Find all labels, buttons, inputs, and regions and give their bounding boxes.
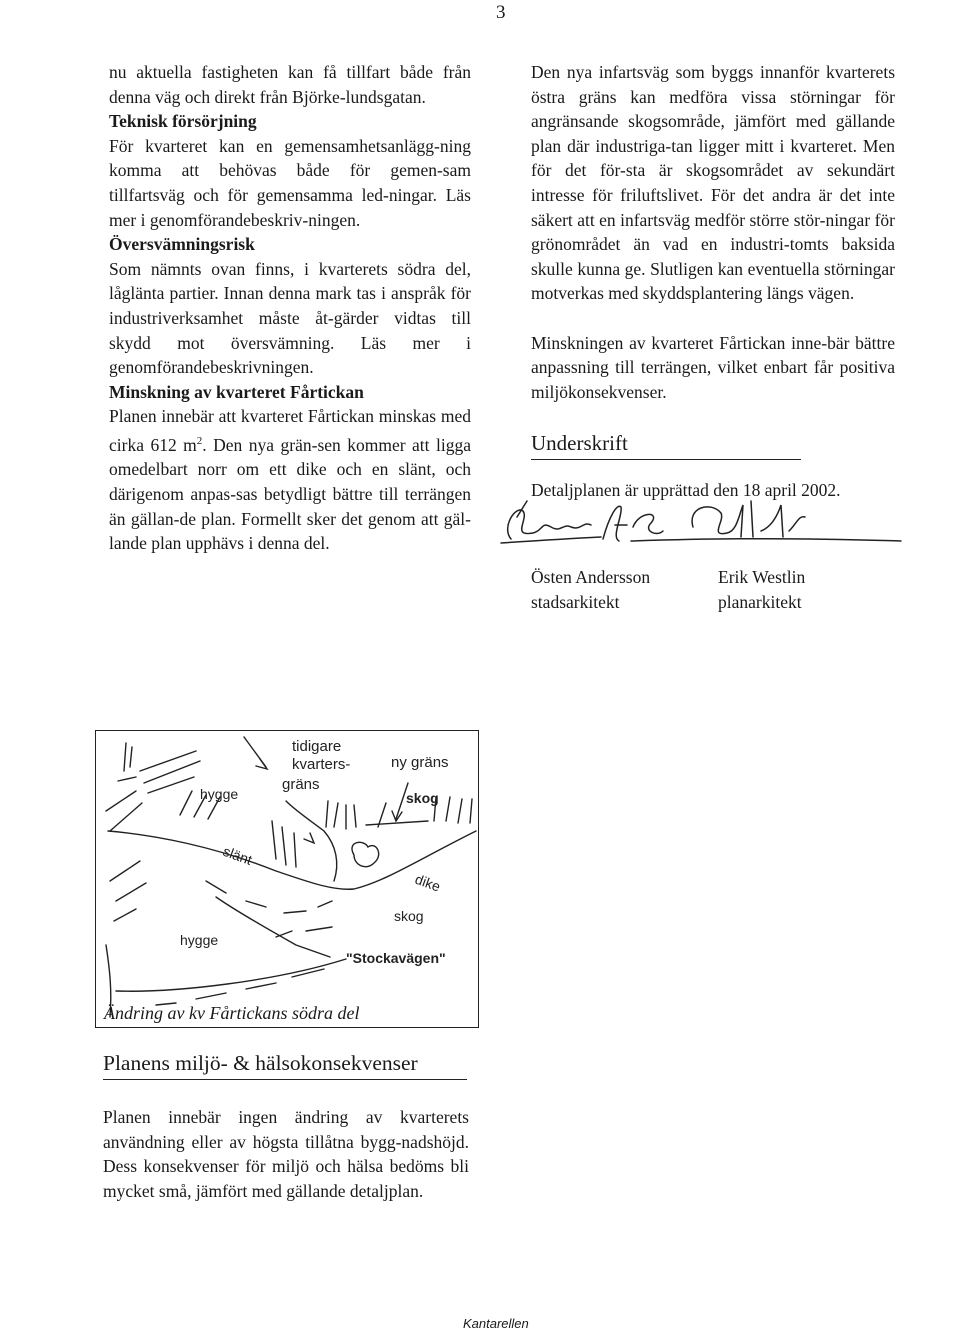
- section-heading-oversvamning: Översvämningsrisk: [109, 234, 255, 255]
- signatory-title: planarkitekt: [718, 591, 802, 612]
- minskning-text-after: . Den nya grän-sen kommer att ligga omedelbart norr om ett dike och en slänt, och därigenom anpas-sas betydligt bättre till terrängen än gällan-de plan. Formellt sker det genom att gäl-lande plan upphävs i denna del.: [109, 434, 471, 554]
- signatory-list: [531, 565, 895, 614]
- area-unit-superscript: 2: [196, 434, 203, 447]
- minskning-consequence-paragraph: Minskningen av kvarteret Fårtickan inne-bär bättre anpassning till terrängen, vilket enbart får positiva miljökonsekvenser.: [531, 332, 895, 402]
- section-heading-miljo: Planens miljö- & hälsokonsekvenser: [103, 1049, 467, 1080]
- label-clearing-bottom: hygge: [180, 932, 219, 948]
- label-forest-top: skog: [406, 790, 439, 806]
- left-column: [109, 60, 471, 556]
- label-old-boundary-3: gräns: [282, 776, 320, 793]
- infartsvag-paragraph: Den nya infartsväg som byggs innanför kvarterets östra gräns kan medföra vissa störningar för angränsande skogsområde, jämfört med gällande plan där industriga-tan ligger mitt i kvarteret. Men för det för-sta är skogsområdet av sekundärt intresse för friluftslivet. För det andra är det inte säkert att en infartsväg medför större stör-ningar för grönområdet än vad en industri-tomts baksida skulle kunna ge. Slutligen kan eventuella störningar motverkas med skyddsplantering längs vägen.: [531, 62, 895, 304]
- right-column: [531, 60, 895, 614]
- label-old-boundary-1: tidigare: [292, 738, 342, 755]
- label-clearing-top: hygge: [200, 786, 239, 802]
- label-new-boundary: ny gräns: [391, 754, 449, 771]
- section-body-miljo: Planen innebär ingen ändring av kvarterets användning eller av högsta tillåtna bygg-nadshöjd. Dess konsekvenser för miljö och hälsa bedöms bli mycket små, jämfört med gällande detaljplan.: [103, 1107, 469, 1201]
- section-body-minskning: [109, 404, 471, 555]
- label-road: "Stockavägen": [346, 950, 446, 966]
- minskning-text-before: Planen innebär att kvarteret Fårtickan minskas med cirka 612 m: [109, 406, 471, 455]
- sketch-map: [96, 731, 478, 1027]
- signatory-title: stadsarkitekt: [531, 591, 620, 612]
- section-body-oversvamning: Som nämnts ovan finns, i kvarterets södra del, låglänta partier. Innan denna mark tas i anspråk för industriverksamhet måste åt-gärder vidtas till skydd mot översvämning. Läs mer i genomförandebeskrivningen.: [109, 258, 471, 378]
- signature-heading: Underskrift: [531, 430, 801, 460]
- handwritten-signatures: [471, 497, 911, 559]
- label-forest-bottom: skog: [394, 908, 424, 924]
- section-body-teknisk: För kvarteret kan en gemensamhetsanlägg-ning komma att behövas både för gemen-sam tillfartsväg och för gemensamma led-ningar. Läs mer i genomförandebeskriv-ningen.: [109, 135, 471, 230]
- signatory-name: Erik Westlin: [718, 566, 806, 587]
- section-heading-teknisk: Teknisk försörjning: [109, 111, 257, 132]
- page-number: 3: [496, 2, 506, 23]
- label-ditch: dike: [412, 870, 443, 895]
- signatory-2: [718, 565, 905, 614]
- signatures: [531, 503, 895, 565]
- label-old-boundary-2: kvarters-: [292, 756, 351, 773]
- signatory-name: Östen Andersson: [531, 566, 651, 587]
- footer-text: Kantarellen: [463, 1316, 529, 1331]
- signature-date-text: Detaljplanen är upprättad den 18 april 2002.: [531, 480, 841, 501]
- signatory-1: [531, 565, 718, 614]
- intro-paragraph: nu aktuella fastigheten kan få tillfart både från denna väg och direkt från Björke-lundsgatan.: [109, 62, 471, 107]
- figure-caption: Ändring av kv Fårtickans södra del: [104, 1003, 360, 1023]
- section-heading-minskning: Minskning av kvarteret Fårtickan: [109, 381, 364, 402]
- sketch-map-figure: [95, 730, 479, 1028]
- label-slope: slänt: [220, 842, 255, 868]
